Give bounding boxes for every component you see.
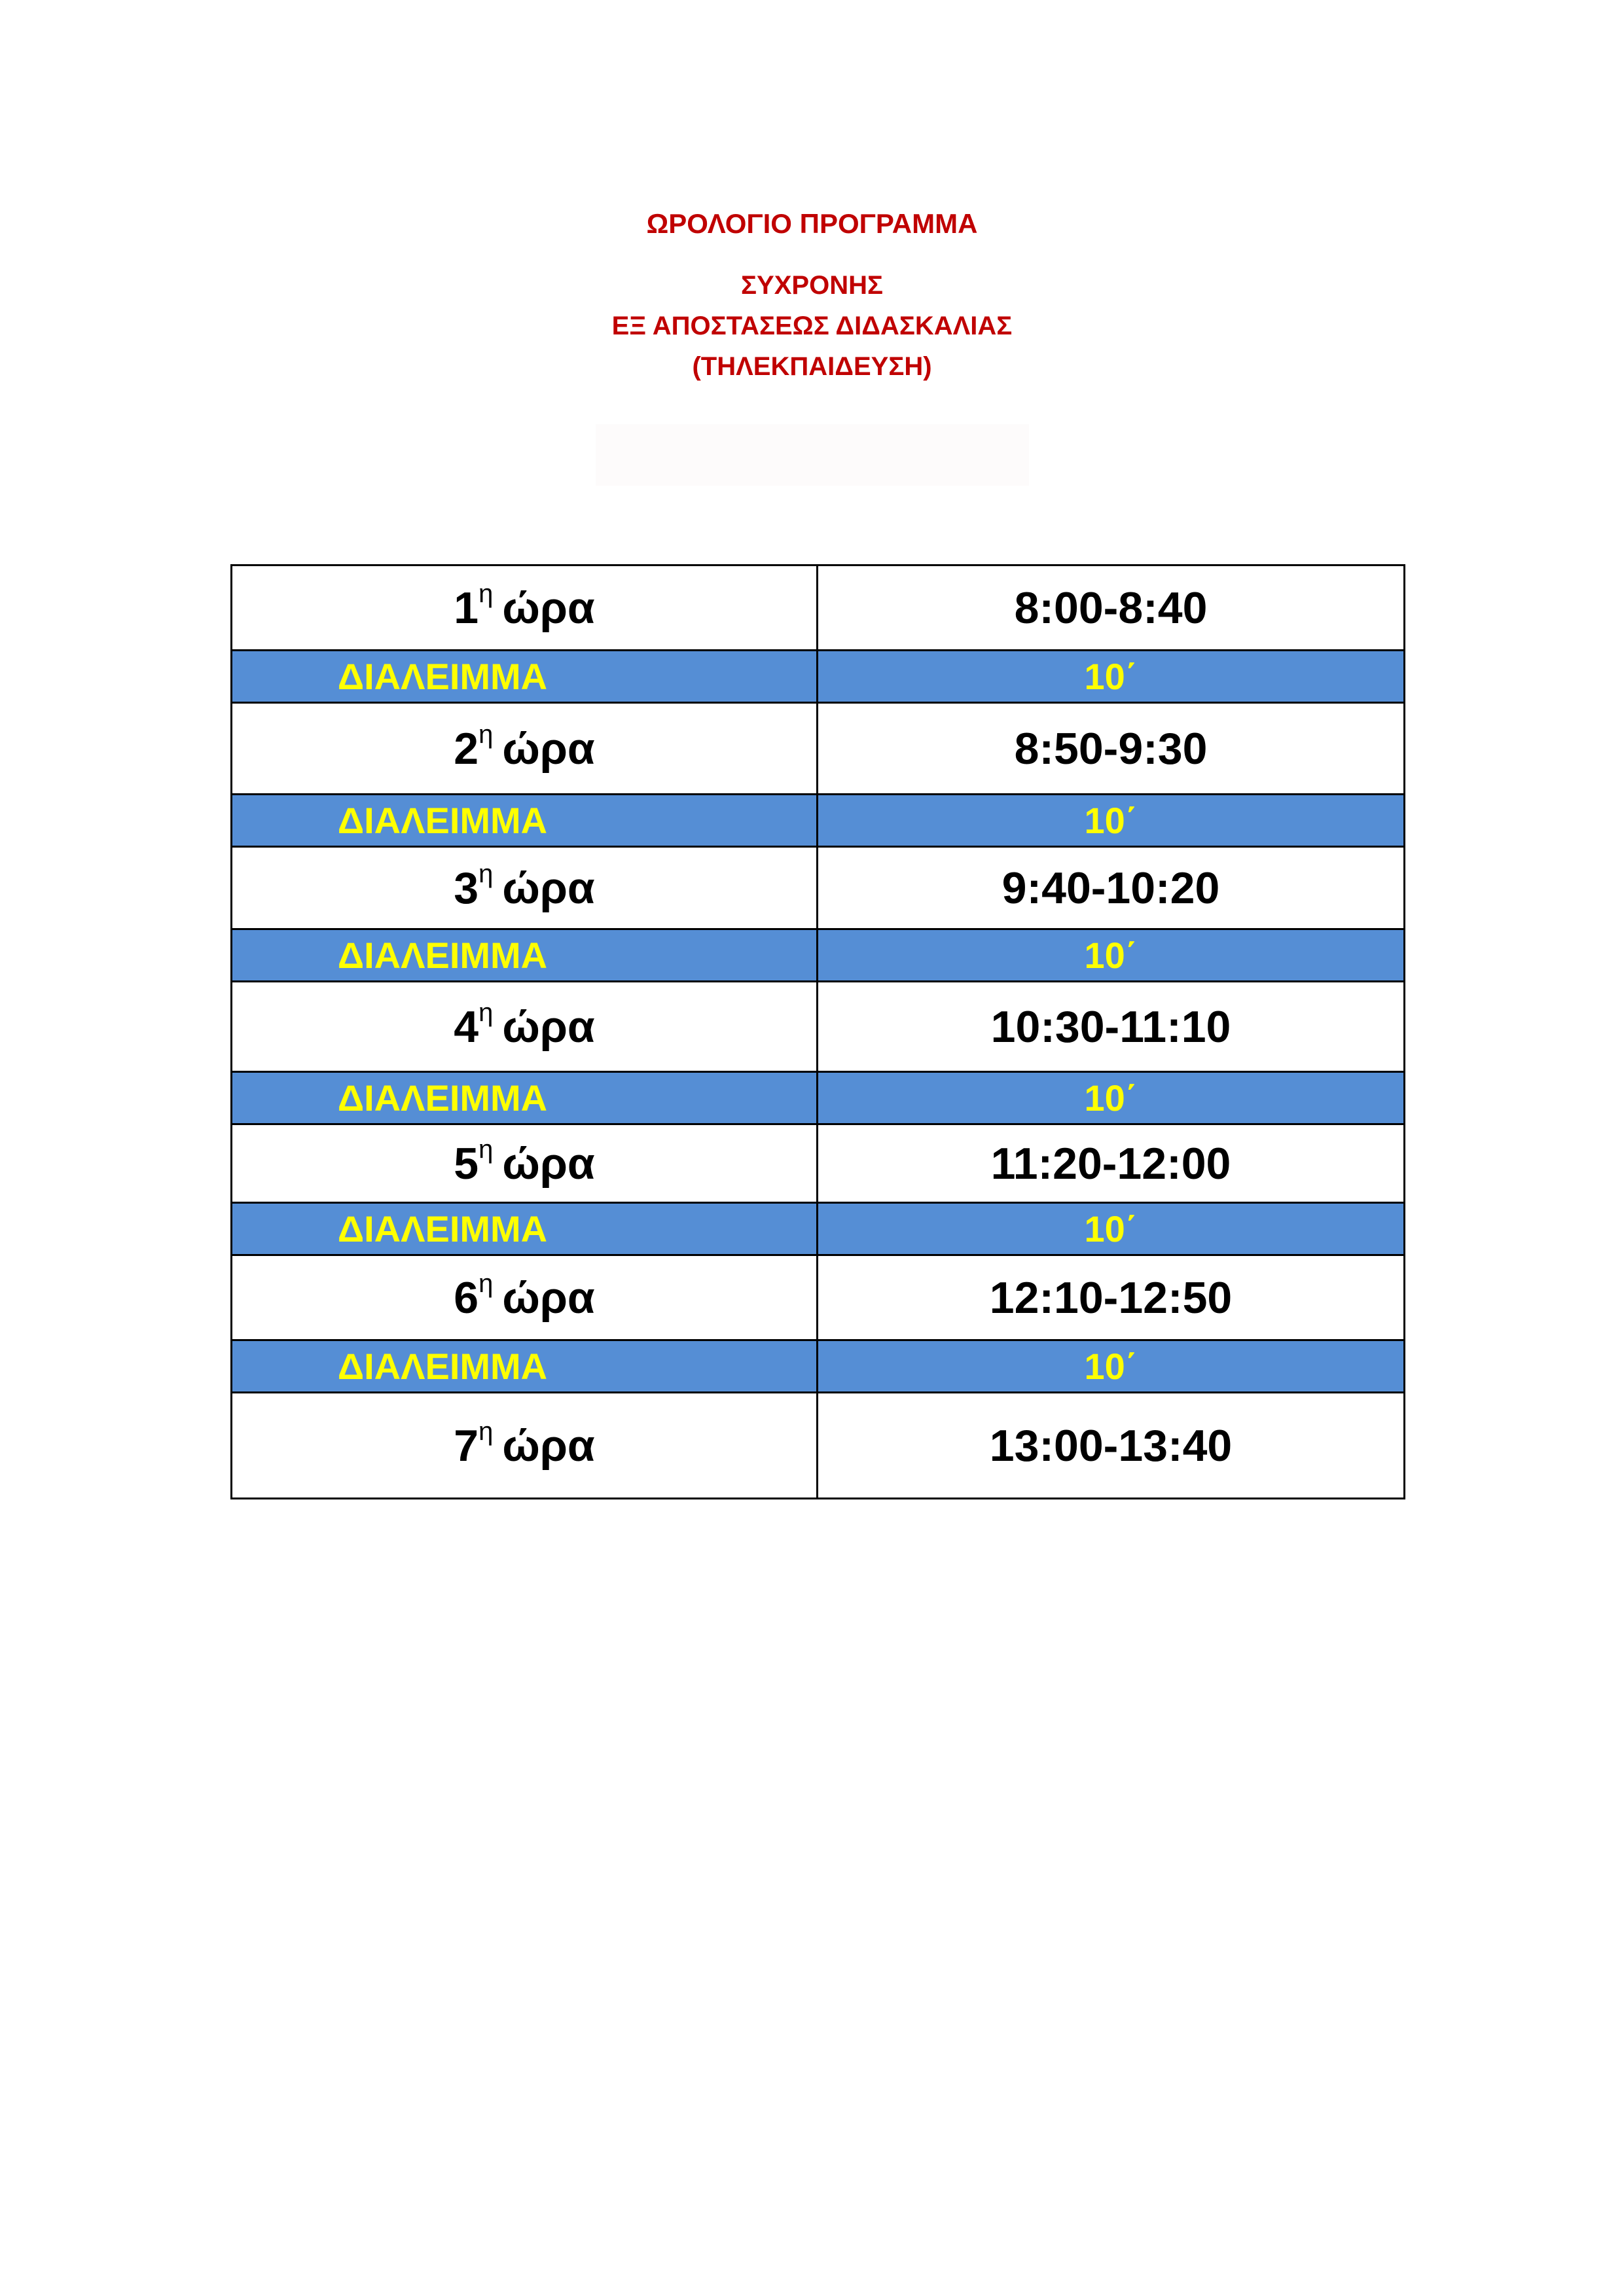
break-duration: 10΄	[818, 1340, 1405, 1393]
page-title: ΩΡΟΛΟΓΙΟ ΠΡΟΓΡΑΜΜΑ	[646, 208, 978, 239]
break-label: ΔΙΑΛΕΙΜΜΑ	[232, 929, 818, 982]
period-row-1	[232, 565, 1405, 651]
break-row-3	[232, 929, 1405, 982]
break-row-1	[232, 651, 1405, 703]
period-label: $5^\eta$ ώρα	[232, 1124, 818, 1203]
break-duration: 10΄	[818, 795, 1405, 847]
break-duration: 10΄	[818, 651, 1405, 703]
break-row-4	[232, 1072, 1405, 1124]
period-row-7	[232, 1393, 1405, 1499]
period-time: 10:30-11:10	[818, 982, 1405, 1072]
period-time: 9:40-10:20	[818, 847, 1405, 929]
period-label: $2^\eta$ ώρα	[232, 703, 818, 795]
schedule-table	[230, 564, 1405, 1499]
period-row-6	[232, 1255, 1405, 1340]
period-label: $3^\eta$ ώρα	[232, 847, 818, 929]
period-label: $7^\eta$ ώρα	[232, 1393, 818, 1499]
break-label: ΔΙΑΛΕΙΜΜΑ	[232, 795, 818, 847]
period-row-2	[232, 703, 1405, 795]
period-row-4	[232, 982, 1405, 1072]
blank-placeholder-box	[596, 424, 1029, 486]
break-row-2	[232, 795, 1405, 847]
break-label: ΔΙΑΛΕΙΜΜΑ	[232, 651, 818, 703]
period-time: 13:00-13:40	[818, 1393, 1405, 1499]
period-label: $1^\eta$ ώρα	[232, 565, 818, 651]
period-time: 12:10-12:50	[818, 1255, 1405, 1340]
break-duration: 10΄	[818, 1072, 1405, 1124]
break-label: ΔΙΑΛΕΙΜΜΑ	[232, 1203, 818, 1255]
period-label: $6^\eta$ ώρα	[232, 1255, 818, 1340]
subtitle-line-1: ΣΥΧΡΟΝΗΣ	[741, 271, 883, 300]
period-label: $4^\eta$ ώρα	[232, 982, 818, 1072]
period-row-3	[232, 847, 1405, 929]
break-duration: 10΄	[818, 1203, 1405, 1255]
period-time: 8:50-9:30	[818, 703, 1405, 795]
break-label: ΔΙΑΛΕΙΜΜΑ	[232, 1072, 818, 1124]
break-label: ΔΙΑΛΕΙΜΜΑ	[232, 1340, 818, 1393]
subtitle-line-2: ΕΞ ΑΠΟΣΤΑΣΕΩΣ ΔΙΔΑΣΚΑΛΙΑΣ	[611, 312, 1013, 340]
break-row-5	[232, 1203, 1405, 1255]
period-row-5	[232, 1124, 1405, 1203]
subtitle-line-3: (ΤΗΛΕΚΠΑΙΔΕΥΣΗ)	[692, 352, 932, 381]
break-row-6	[232, 1340, 1405, 1393]
period-time: 11:20-12:00	[818, 1124, 1405, 1203]
period-time: 8:00-8:40	[818, 565, 1405, 651]
break-duration: 10΄	[818, 929, 1405, 982]
